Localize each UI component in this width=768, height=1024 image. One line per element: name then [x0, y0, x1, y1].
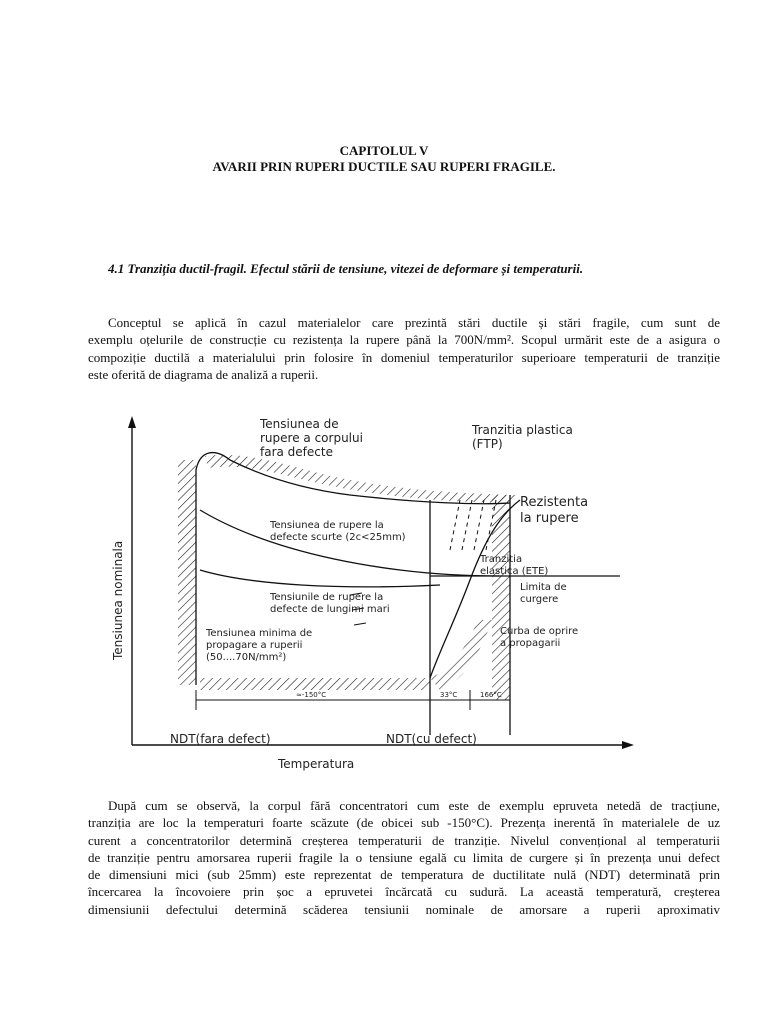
- chapter-number: CAPITOLUL V: [339, 143, 429, 158]
- label-long-defects-line-1: Tensiunile de rupere la: [270, 592, 384, 603]
- paragraph-line: curent a concentratorilor determină creșterea temperaturii de tranziție. Nivelul convențional al temperaturii: [88, 832, 720, 848]
- paragraph-line: tranziția are loc la temperaturi foarte scăzute (de obicei sub -150°C). Prezența inerentă în materialele de uz: [88, 815, 720, 831]
- label-short-defects-line-2: defecte scurte (2c<25mm): [270, 532, 406, 543]
- paragraph-line: Conceptul se aplică în cazul materialelor care prezintă stări ductile și stări fragile, cum sunt de: [108, 315, 720, 330]
- paragraph-line: exemplu oțelurile de construcție cu rezistența la rupere până la 700N/mm². Scopul urmărit este de a asigura o: [88, 332, 720, 348]
- label-ete-line-1: Tranzitia: [480, 554, 523, 565]
- label-min-stress-line-1: Tensiunea minima de: [206, 628, 313, 639]
- label-body-line-3: fara defecte: [260, 445, 333, 459]
- label-arrest-line-2: a propagarii: [500, 638, 561, 649]
- long-defects-curve: [200, 570, 440, 587]
- label-short-defects-line-1: Tensiunea de rupere la: [270, 520, 384, 531]
- label-strength-line-1: Rezistenta: [520, 495, 589, 510]
- label-ete-line-2: elastica (ETE): [480, 566, 549, 577]
- paragraph-line: După cum se observă, la corpul fără concentratori cum este de exemplu epruveta netedă de tracțiune,: [108, 798, 720, 813]
- label-body-line-2: rupere a corpului: [260, 431, 363, 445]
- paragraph-line: de dimensiuni mici (sub 25mm) este reprezentat de temperatura de ductilitate nulă (NDT) determinată prin: [88, 867, 720, 883]
- paragraph-line: este oferită de diagrama de analiză a ruperii.: [88, 366, 319, 382]
- intro-paragraph: [88, 314, 720, 383]
- label-body-line-1: Tensiunea de: [260, 417, 339, 431]
- label-ftp-line-2: (FTP): [472, 437, 503, 451]
- section-heading: 4.1 Tranziția ductil-fragil. Efectul stării de tensiune, vitezei de deformare și temperaturii.: [108, 261, 584, 276]
- transition-dashes: [450, 500, 496, 550]
- ndt-no-defect-label: NDT(fara defect): [170, 732, 271, 746]
- ndt-defect-label: NDT(cu defect): [386, 732, 477, 746]
- label-yield-line-2: curgere: [520, 594, 559, 605]
- fracture-analysis-diagram: [100, 400, 660, 780]
- label-long-defects-line-2: defecte de lungimi mari: [270, 604, 390, 615]
- label-ftp-line-1: Tranzitia plastica: [472, 423, 573, 437]
- y-axis-label: Tensiunea nominala: [111, 540, 125, 660]
- label-yield-line-1: Limita de: [520, 582, 567, 593]
- dimension-lines: [196, 690, 510, 710]
- x-axis-label: Temperatura: [278, 757, 355, 771]
- paragraph-line: încercarea la încovoiere prin șoc a epruvetei încărcată cu sudură. La această temperatură, creșterea: [88, 884, 720, 900]
- dim-right-value: 166°C: [480, 691, 502, 699]
- paragraph-line: compoziție ductilă a materialului prin folosire în domeniul temperaturilor superioare temperaturii de tranziție: [88, 349, 720, 365]
- paragraph-line: de tranziție pentru amorsarea ruperii fragile la o tensiune egală cu limita de curgere și în prezența unui defect: [88, 849, 720, 865]
- discussion-paragraph: [88, 797, 720, 918]
- chapter-title: AVARII PRIN RUPERI DUCTILE SAU RUPERI FRAGILE.: [212, 159, 556, 174]
- label-min-stress-line-2: propagare a ruperii: [206, 640, 303, 651]
- label-strength-line-2: la rupere: [520, 511, 579, 526]
- label-arrest-line-1: Curba de oprire: [500, 626, 579, 637]
- dim-mid-value: 33°C: [440, 691, 458, 699]
- dim-left-value: ≈-150°C: [296, 691, 327, 699]
- paragraph-line: dimensiunii defectului determină scăderea tensiunii nominale de amorsare a ruperii aproximativ: [88, 901, 720, 917]
- label-min-stress-line-3: (50....70N/mm²): [206, 652, 287, 663]
